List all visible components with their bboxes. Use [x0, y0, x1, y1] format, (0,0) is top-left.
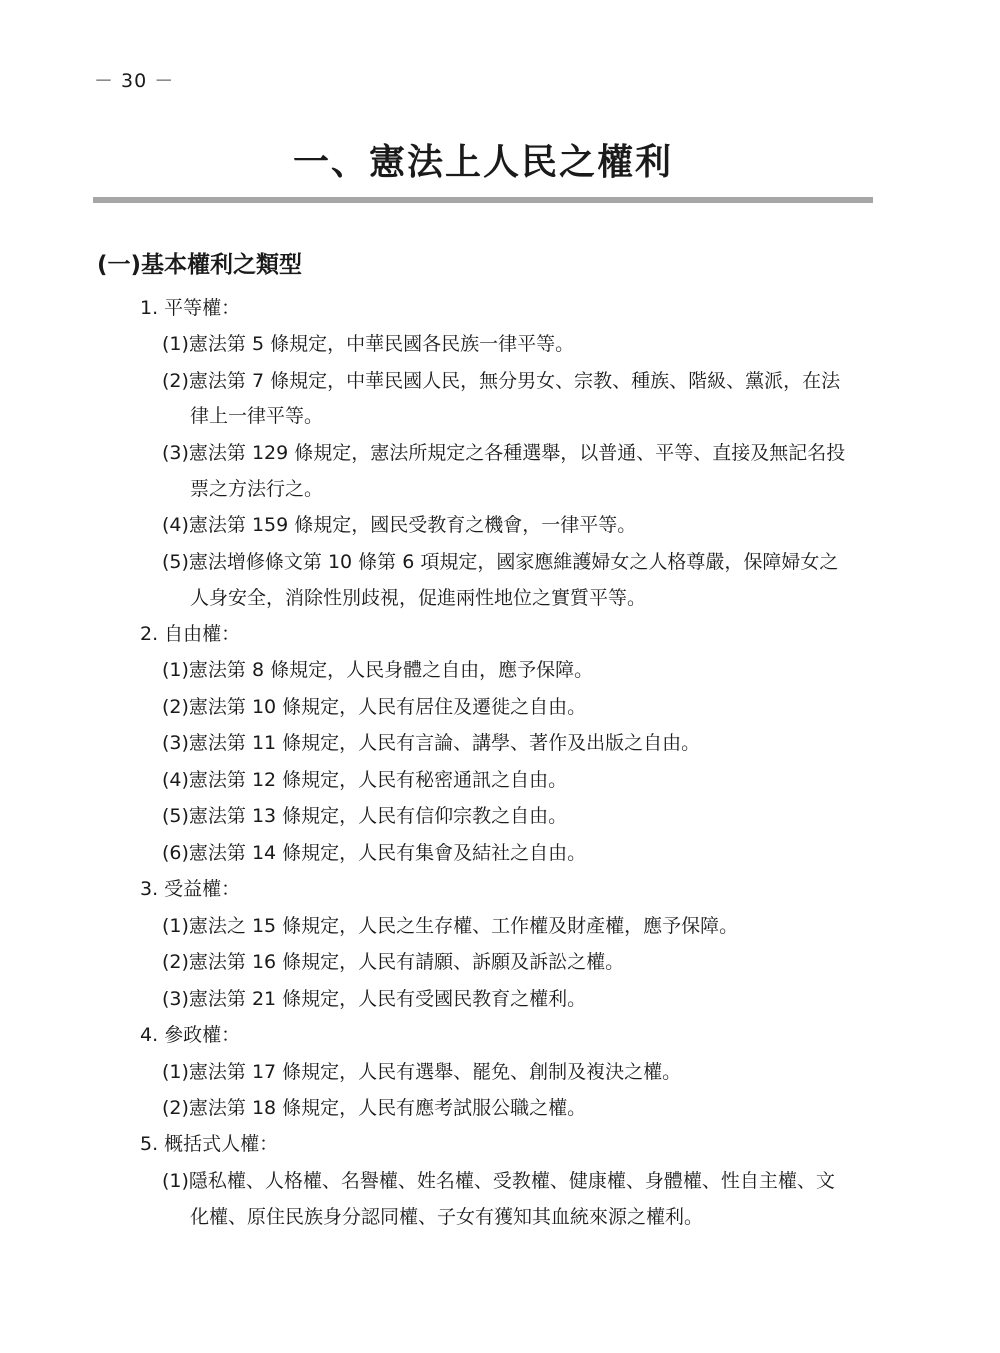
list-item-line: (2)憲法第 18 條規定，人民有應考試服公職之權。 — [162, 1097, 587, 1119]
category-label-liberty: 2. 自由權： — [140, 623, 241, 645]
list-item-line: (1)憲法第 17 條規定，人民有選舉、罷免、創制及複決之權。 — [162, 1061, 682, 1083]
list-item-line: (2)憲法第 7 條規定，中華民國人民，無分男女、宗教、種族、階級、黨派，在法 — [162, 370, 841, 392]
section-heading: (一)基本權利之類型 — [97, 252, 303, 278]
list-item-line: (5)憲法第 13 條規定，人民有信仰宗教之自由。 — [162, 805, 568, 827]
list-item-line: (3)憲法第 129 條規定，憲法所規定之各種選舉，以普通、平等、直接及無記名投 — [162, 442, 846, 464]
category-label-general: 5. 概括式人權： — [140, 1133, 279, 1155]
list-item-line: (3)憲法第 21 條規定，人民有受國民教育之權利。 — [162, 988, 587, 1010]
category-label-beneficial: 3. 受益權： — [140, 878, 241, 900]
list-item-line-continued: 人身安全，消除性別歧視，促進兩性地位之實質平等。 — [190, 587, 647, 609]
list-item-line: (1)憲法之 15 條規定，人民之生存權、工作權及財產權，應予保障。 — [162, 915, 739, 937]
chapter-title: 一、憲法上人民之權利 — [292, 142, 673, 183]
title-rule — [93, 197, 873, 203]
list-item-line: (1)憲法第 8 條規定，人民身體之自由，應予保障。 — [162, 659, 594, 681]
list-item-line: (6)憲法第 14 條規定，人民有集會及結社之自由。 — [162, 842, 587, 864]
list-item-line: (1)憲法第 5 條規定，中華民國各民族一律平等。 — [162, 333, 575, 355]
list-item-line: (4)憲法第 159 條規定，國民受教育之機會，一律平等。 — [162, 514, 637, 536]
list-item-line-continued: 律上一律平等。 — [190, 405, 324, 427]
list-item-line: (5)憲法增修條文第 10 條第 6 項規定，國家應維護婦女之人格尊嚴，保障婦女之 — [162, 551, 839, 573]
list-item-line: (2)憲法第 16 條規定，人民有請願、訴願及訴訟之權。 — [162, 951, 625, 973]
list-item-line: (4)憲法第 12 條規定，人民有秘密通訊之自由。 — [162, 769, 568, 791]
category-label-equality: 1. 平等權： — [140, 297, 241, 319]
list-item-line: (1)隱私權、人格權、名譽權、姓名權、受教權、健康權、身體權、性自主權、文 — [162, 1170, 835, 1192]
page-number: － 30 － — [94, 70, 175, 92]
list-item-line-continued: 票之方法行之。 — [190, 478, 324, 500]
list-item-line-continued: 化權、原住民族身分認同權、子女有獲知其血統來源之權利。 — [190, 1206, 704, 1228]
category-label-political: 4. 參政權： — [140, 1024, 241, 1046]
list-item-line: (2)憲法第 10 條規定，人民有居住及遷徙之自由。 — [162, 696, 587, 718]
list-item-line: (3)憲法第 11 條規定，人民有言論、講學、著作及出版之自由。 — [162, 732, 701, 754]
